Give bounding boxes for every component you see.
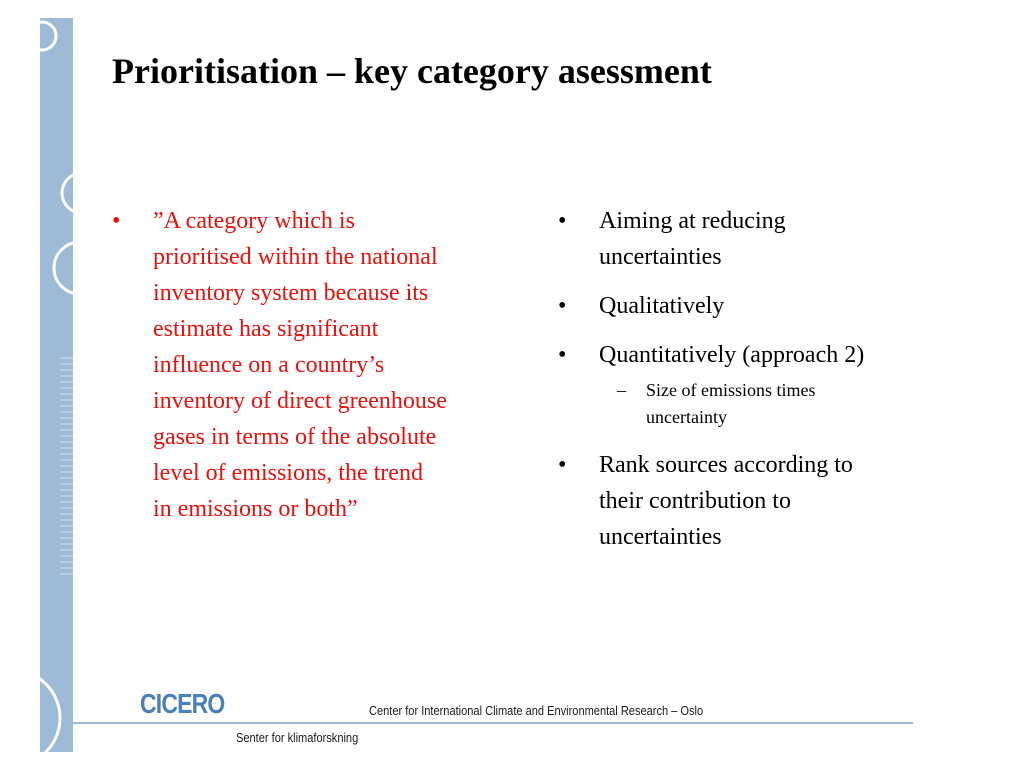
quote-bullet-item [112, 203, 532, 527]
bullet-icon: • [558, 293, 567, 319]
quote-line: gases in terms of the absolute [153, 424, 437, 450]
side-decoration-graphic [40, 18, 73, 752]
approach-list-column [558, 203, 958, 568]
quote-line: prioritised within the national [153, 244, 438, 270]
bullet-icon: • [558, 452, 567, 478]
list-item-qualitatively [558, 288, 958, 324]
list-item-line: Qualitatively [599, 293, 725, 319]
list-item-line: uncertainties [599, 524, 722, 550]
footer-divider [73, 722, 913, 724]
sub-item-line: Size of emissions times [646, 380, 816, 400]
quote-line: inventory system because its [153, 280, 429, 306]
list-item-line: Rank sources according to [599, 452, 853, 478]
list-item-line: Aiming at reducing [599, 208, 786, 234]
sub-item-line: uncertainty [646, 407, 727, 427]
side-decoration-band [40, 18, 73, 752]
quote-line: estimate has significant [153, 316, 379, 342]
cicero-logo: CICERO [140, 688, 225, 719]
list-item-rank-sources [558, 447, 958, 555]
list-item-aiming [558, 203, 958, 275]
quote-line: level of emissions, the trend [153, 460, 423, 486]
quote-line: inventory of direct greenhouse [153, 388, 447, 414]
list-item-quantitatively [558, 337, 958, 373]
list-item-line: their contribution to [599, 488, 791, 514]
definition-quote-column [112, 203, 532, 527]
quote-line: influence on a country’s [153, 352, 385, 378]
list-item-line: Quantitatively (approach 2) [599, 342, 865, 368]
list-item-line: uncertainties [599, 244, 722, 270]
sub-list-item [558, 377, 958, 431]
bullet-icon: • [558, 208, 567, 234]
quote-line: ”A category which is [153, 208, 355, 234]
dash-bullet-icon: – [617, 380, 626, 400]
bullet-icon: • [112, 208, 121, 234]
quote-line: in emissions or both” [153, 496, 358, 522]
footer-organization-name: Center for International Climate and Environmental Research – Oslo [369, 703, 704, 718]
bullet-icon: • [558, 342, 567, 368]
slide-title: Prioritisation – key category asessment [112, 51, 712, 91]
footer-subtitle: Senter for klimaforskning [236, 730, 359, 745]
